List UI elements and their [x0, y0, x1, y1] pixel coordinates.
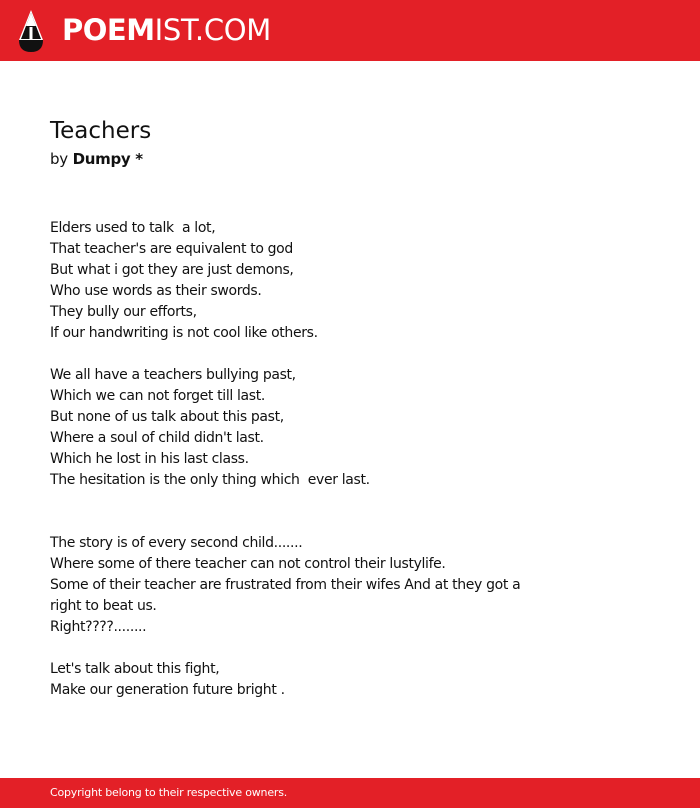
site-logo[interactable] — [62, 13, 271, 47]
poem-line: Make our generation future bright . — [50, 682, 285, 698]
poem-line — [50, 638, 570, 659]
pencil-icon[interactable] — [17, 10, 45, 52]
poem-line: The story is of every second child....... — [50, 535, 303, 551]
poem-line: right to beat us. — [50, 598, 157, 614]
poem-line: Some of their teacher are frustrated from their wifes And at they got a — [50, 577, 521, 593]
author-name[interactable]: Dumpy * — [72, 150, 143, 168]
poem-line: Who use words as their swords. — [50, 283, 262, 299]
poem-line: That teacher's are equivalent to god — [50, 241, 293, 257]
copyright-text: Copyright belong to their respective owners. — [50, 786, 288, 799]
poem-line: But none of us talk about this past, — [50, 409, 284, 425]
logo-bold-text: POEM — [62, 13, 155, 47]
by-label: by — [50, 150, 68, 168]
poem-line: Right????........ — [50, 619, 147, 635]
poem-line: Let's talk about this fight, — [50, 661, 220, 677]
poem-line: Which he lost in his last class. — [50, 451, 249, 467]
site-footer — [0, 778, 700, 808]
poem-body — [50, 218, 570, 701]
poem-line: But what i got they are just demons, — [50, 262, 294, 278]
poem-line: Where some of there teacher can not control their lustylife. — [50, 556, 446, 572]
poem-line: They bully our efforts, — [50, 304, 197, 320]
poem-line — [50, 344, 570, 365]
poem-line — [50, 512, 570, 533]
poem-title: Teachers — [50, 118, 152, 144]
site-header — [0, 0, 700, 61]
poem-line: We all have a teachers bullying past, — [50, 367, 296, 383]
poem-line — [50, 491, 570, 512]
byline — [50, 149, 143, 169]
poem-line: Which we can not forget till last. — [50, 388, 265, 404]
logo-light-text: IST.COM — [154, 13, 272, 47]
poem-line: The hesitation is the only thing which ever last. — [50, 472, 370, 488]
poem-line: Where a soul of child didn't last. — [50, 430, 264, 446]
poem-line: If our handwriting is not cool like others. — [50, 325, 318, 341]
poem-line: Elders used to talk a lot, — [50, 220, 216, 236]
